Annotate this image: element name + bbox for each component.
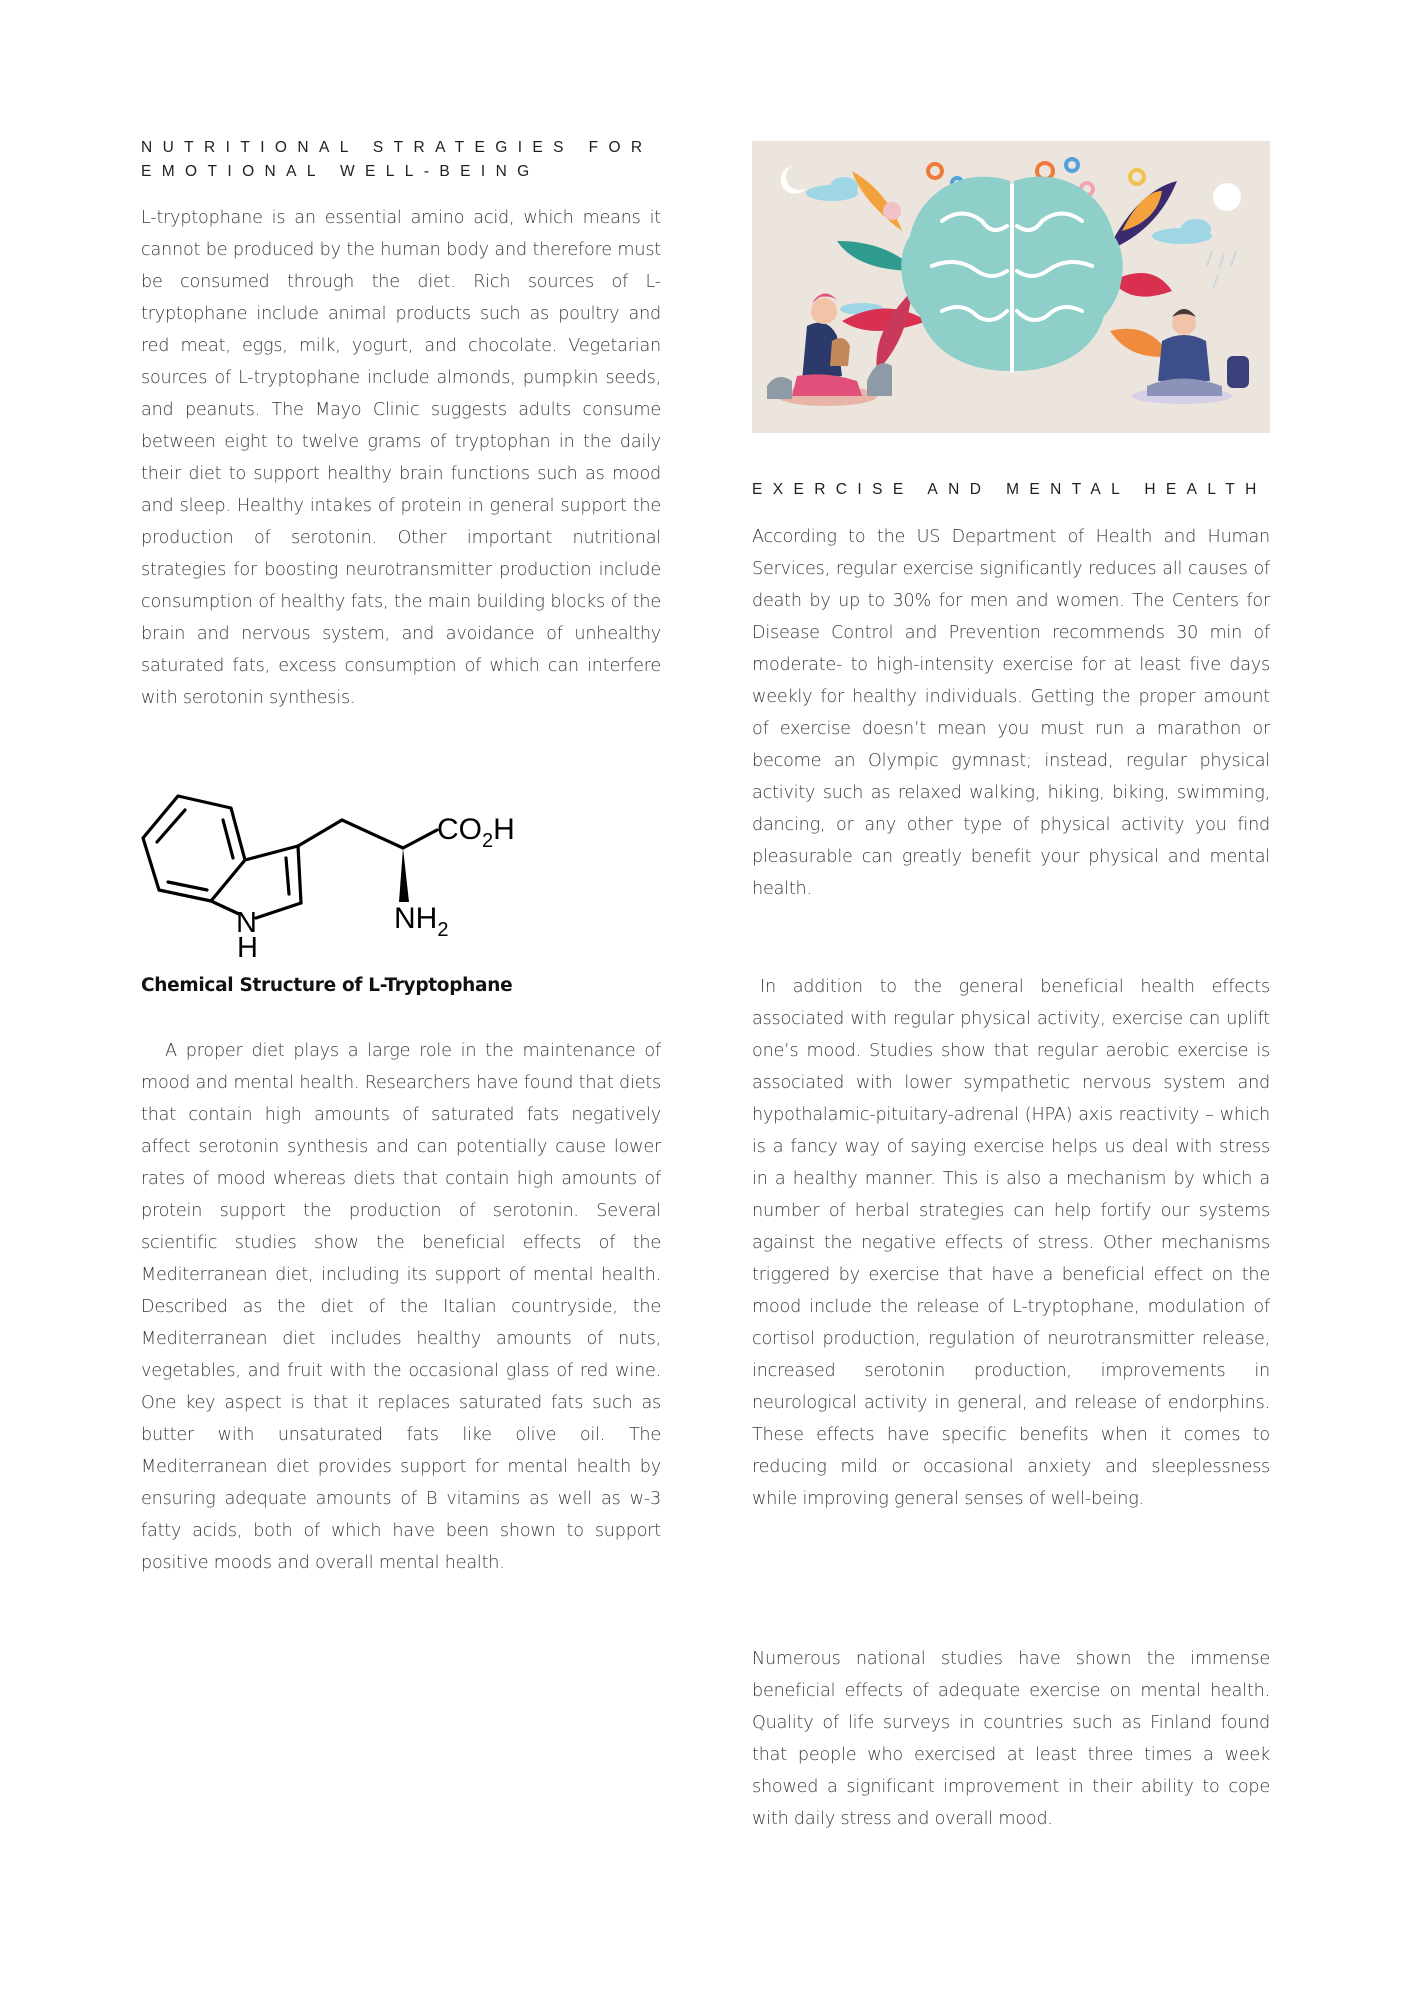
amine-label: $NH_2$ [394,902,449,941]
section-heading-exercise: EXERCISE AND MENTAL HEALTH [752,481,1267,498]
rain-icon [1207,251,1236,289]
brain-icon [901,177,1122,371]
structure-caption: Chemical Structure of L-Tryptophane [141,975,513,996]
indole-nitrogen-label: N [236,907,257,939]
brain-illustration-art [752,141,1270,433]
brain-illustration [752,141,1270,433]
exercise-paragraph-2: In addition to the general beneficial health effects associated with regular physical activity, exercise can uplift one’s mood. Studies show that regular aerobic exercise is associated with lower sympathetic nervous system and hypothalamic-pituitary-adrenal (HPA) axis reactivity – which is a fancy way of saying exercise helps us deal with stress in a healthy manner. This is also a mechanism by which a number of herbal strategies can help fortify our systems against the negative effects of stress. Other mechanisms triggered by exercise that have a beneficial effect on the mood include the release of L-tryptophane, modulation of cortisol production, regulation of neurotransmitter release, increased serotonin production, improvements in neurological activity in general, and release of endorphins. These effects have specific benefits when it comes to reducing mild or occasional anxiety and sleeplessness while improving general senses of well-being. [752,977,1270,1509]
heading-line-2: EMOTIONAL WELL-BEING [141,163,540,180]
heading-line-1: NUTRITIONAL STRATEGIES FOR [141,139,653,156]
nutrition-paragraph-2: A proper diet plays a large role in the maintenance of mood and mental health. Researchers have found that diets that contain high amounts of saturated fats negatively affect serotonin synthesis and can potentially cause lower rates of mood whereas diets that contain high amounts of protein support the production of serotonin. Several scientific studies show the beneficial effects of the Mediterranean diet, including its support of mental health. Described as the diet of the Italian countryside, the Mediterranean diet includes healthy amounts of nuts, vegetables, and fruit with the occasional glass of red wine. One key aspect is that it replaces saturated fats such as butter with unsaturated fats like olive oil. The Mediterranean diet provides support for mental health by ensuring adequate amounts of B vitamins as well as w-3 fatty acids, both of which have been shown to support positive moods and overall mental health. [141,1041,661,1573]
nutrition-paragraph-1: L-tryptophane is an essential amino acid, which means it cannot be produced by the human body and therefore must be consumed through the diet. Rich sources of L-tryptophane include animal products such as poultry and red meat, eggs, milk, yogurt, and chocolate. Vegetarian sources of L-tryptophane include almonds, pumpkin seeds, and peanuts. The Mayo Clinic suggests adults consume between eight to twelve grams of tryptophan in the daily their diet to support healthy brain functions such as mood and sleep. Healthy intakes of protein in general support the production of serotonin. Other important nutritional strategies for boosting neurotransmitter production include consumption of healthy fats, the main building blocks of the brain and nervous system, and avoidance of unhealthy saturated fats, excess consumption of which can interfere with serotonin synthesis. [141,208,661,708]
carboxyl-label: $CO_2H$ [437,813,515,852]
tryptophan-structure-diagram [141,778,561,978]
sun-icon [1213,183,1241,211]
exercise-paragraph-1: According to the US Department of Health and Human Services, regular exercise significantly reduces all causes of death by up to 30% for men and women. The Centers for Disease Control and Prevention recommends 30 min of moderate- to high-intensity exercise for at least five days weekly for healthy individuals. Getting the proper amount of exercise doesn’t mean you must run a marathon or become an Olympic gymnast; instead, regular physical activity such as relaxed walking, hiking, biking, swimming, dancing, or any other type of physical activity you find pleasurable can greatly benefit your physical and mental health. [752,527,1270,899]
moon-icon [781,166,806,194]
exercise-paragraph-3: Numerous national studies have shown the immense beneficial effects of adequate exercise on mental health. Quality of life surveys in countries such as Finland found that people who exercised at least three times a week showed a significant improvement in their ability to cope with daily stress and overall mood. [752,1649,1270,1829]
man-meditating-figure [1132,309,1249,404]
indole-hydrogen-label: H [237,932,258,964]
section-heading-nutrition [141,136,653,184]
